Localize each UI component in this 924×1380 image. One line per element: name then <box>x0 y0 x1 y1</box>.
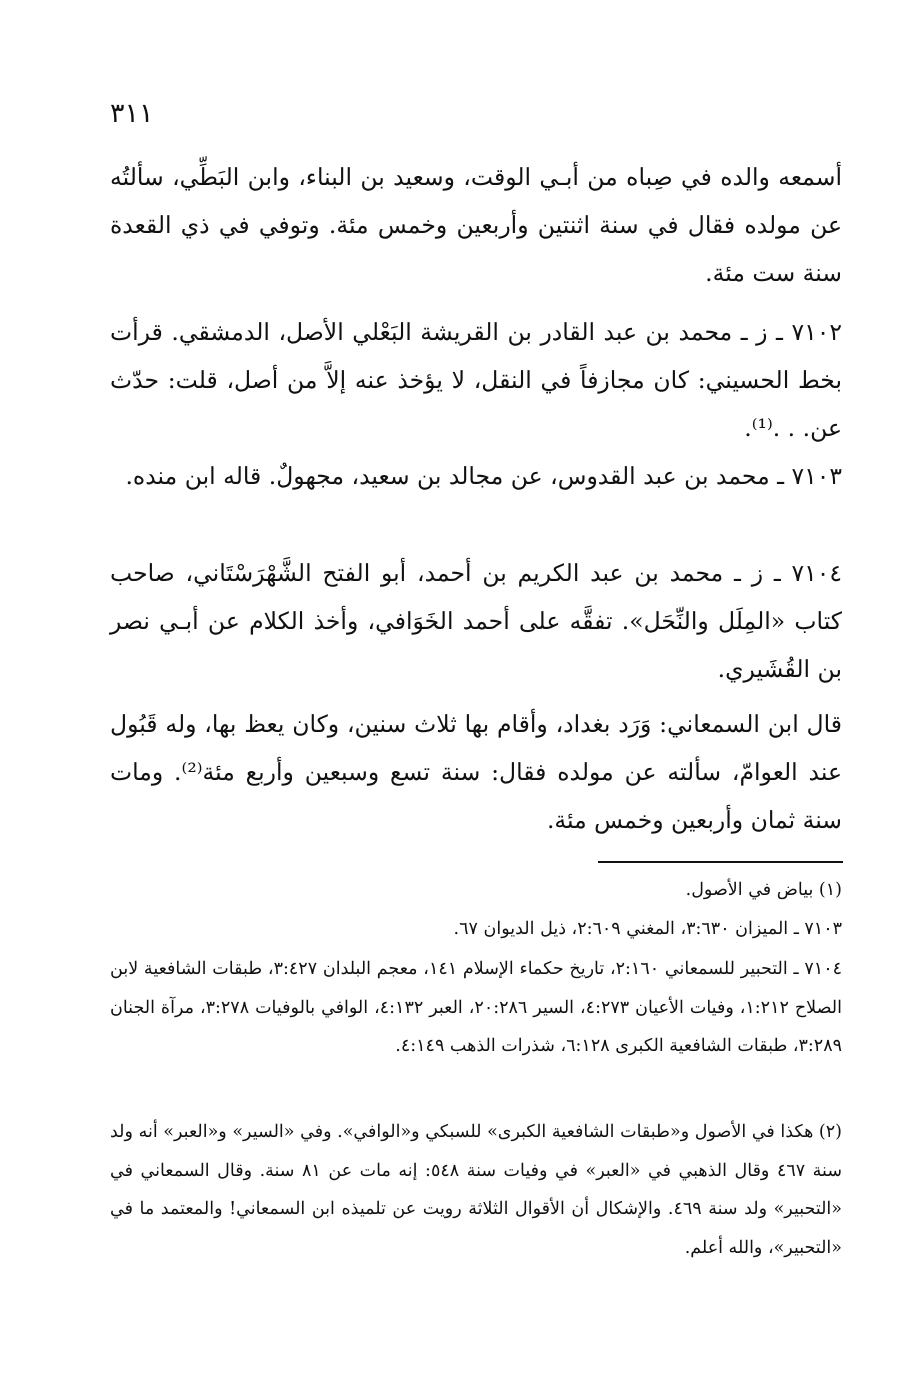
footnote-2: (٢) هكذا في الأصول و«طبقات الشافعية الكبرى» للسبكي و«الوافي». وفي «السير» و«العبر» أنه ولد سنة ٤٦٧ وقال الذهبي في «العبر» في وفيات سنة ٥٤٨: إنه مات عن ٨١ سنة. وقال السمعاني في «التحبير» ولد سنة ٤٦٩. والإشكال أن الأقوال الثلاثة رويت عن تلميذه ابن السمعاني! والمعتمد ما في «التحبير»، والله أعلم. <box>110 1122 843 1258</box>
entry-7104: ٧١٠٤ ـ ز ـ محمد بن عبد الكريم بن أحمد، أبو الفتح الشَّهْرَسْتَاني، صاحب كتاب «المِلَل والنِّحَل». تفقَّه على أحمد الخَوَافي، وأخذ الكلام عن أبـي نصر بن القُشَيري. <box>110 559 842 683</box>
reference-7103: ٧١٠٣ ـ الميزان ٣:٦٣٠، المغني ٢:٦٠٩، ذيل الديوان ٦٧. <box>453 919 842 939</box>
page-number: ٣١١ <box>110 98 154 129</box>
entry-7102: ٧١٠٢ ـ ز ـ محمد بن عبد القادر بن القريشة البَعْلي الأصل، الدمشقي. قرأت بخط الحسيني: كان مجازفاً في النقل، لا يؤخذ عنه إلاَّ من أصل، قلت: حدّث عن. . .⁽¹⁾. <box>110 318 842 442</box>
entry-7103: ٧١٠٣ ـ محمد بن عبد القدوس، عن مجالد بن سعيد، مجهولٌ. قاله ابن منده. <box>125 462 842 490</box>
reference-7104: ٧١٠٤ ـ التحبير للسمعاني ٢:١٦٠، تاريخ حكماء الإسلام ١٤١، معجم البلدان ٣:٤٢٧، طبقات الشافعية لابن الصلاح ١:٢١٢، وفيات الأعيان ٤:٢٧٣، السير ٢٠:٢٨٦، العبر ٤:١٣٢، الوافي بالوفيات ٣:٢٧٨، مرآة الجنان ٣:٢٨٩، طبقات الشافعية الكبرى ٦:١٢٨، شذرات الذهب ٤:١٤٩. <box>110 959 843 1056</box>
footnote-1: (١) بياض في الأصول. <box>685 880 842 900</box>
entry-7104-continuation: قال ابن السمعاني: وَرَد بغداد، وأقام بها ثلاث سنين، وكان يعظ بها، وله قَبُول عند العوامّ، سألته عن مولده فقال: سنة تسع وسبعين وأربع مئة⁽²⁾. ومات سنة ثمان وأربعين وخمس مئة. <box>110 710 843 834</box>
footnote-divider <box>598 861 843 863</box>
paragraph-continuation: أسمعه والده في صِباه من أبـي الوقت، وسعيد بن البناء، وابن البَطِّي، سألتُه عن مولده فقال في سنة اثنتين وأربعين وخمس مئة. وتوفي في ذي القعدة سنة ست مئة. <box>110 163 842 287</box>
